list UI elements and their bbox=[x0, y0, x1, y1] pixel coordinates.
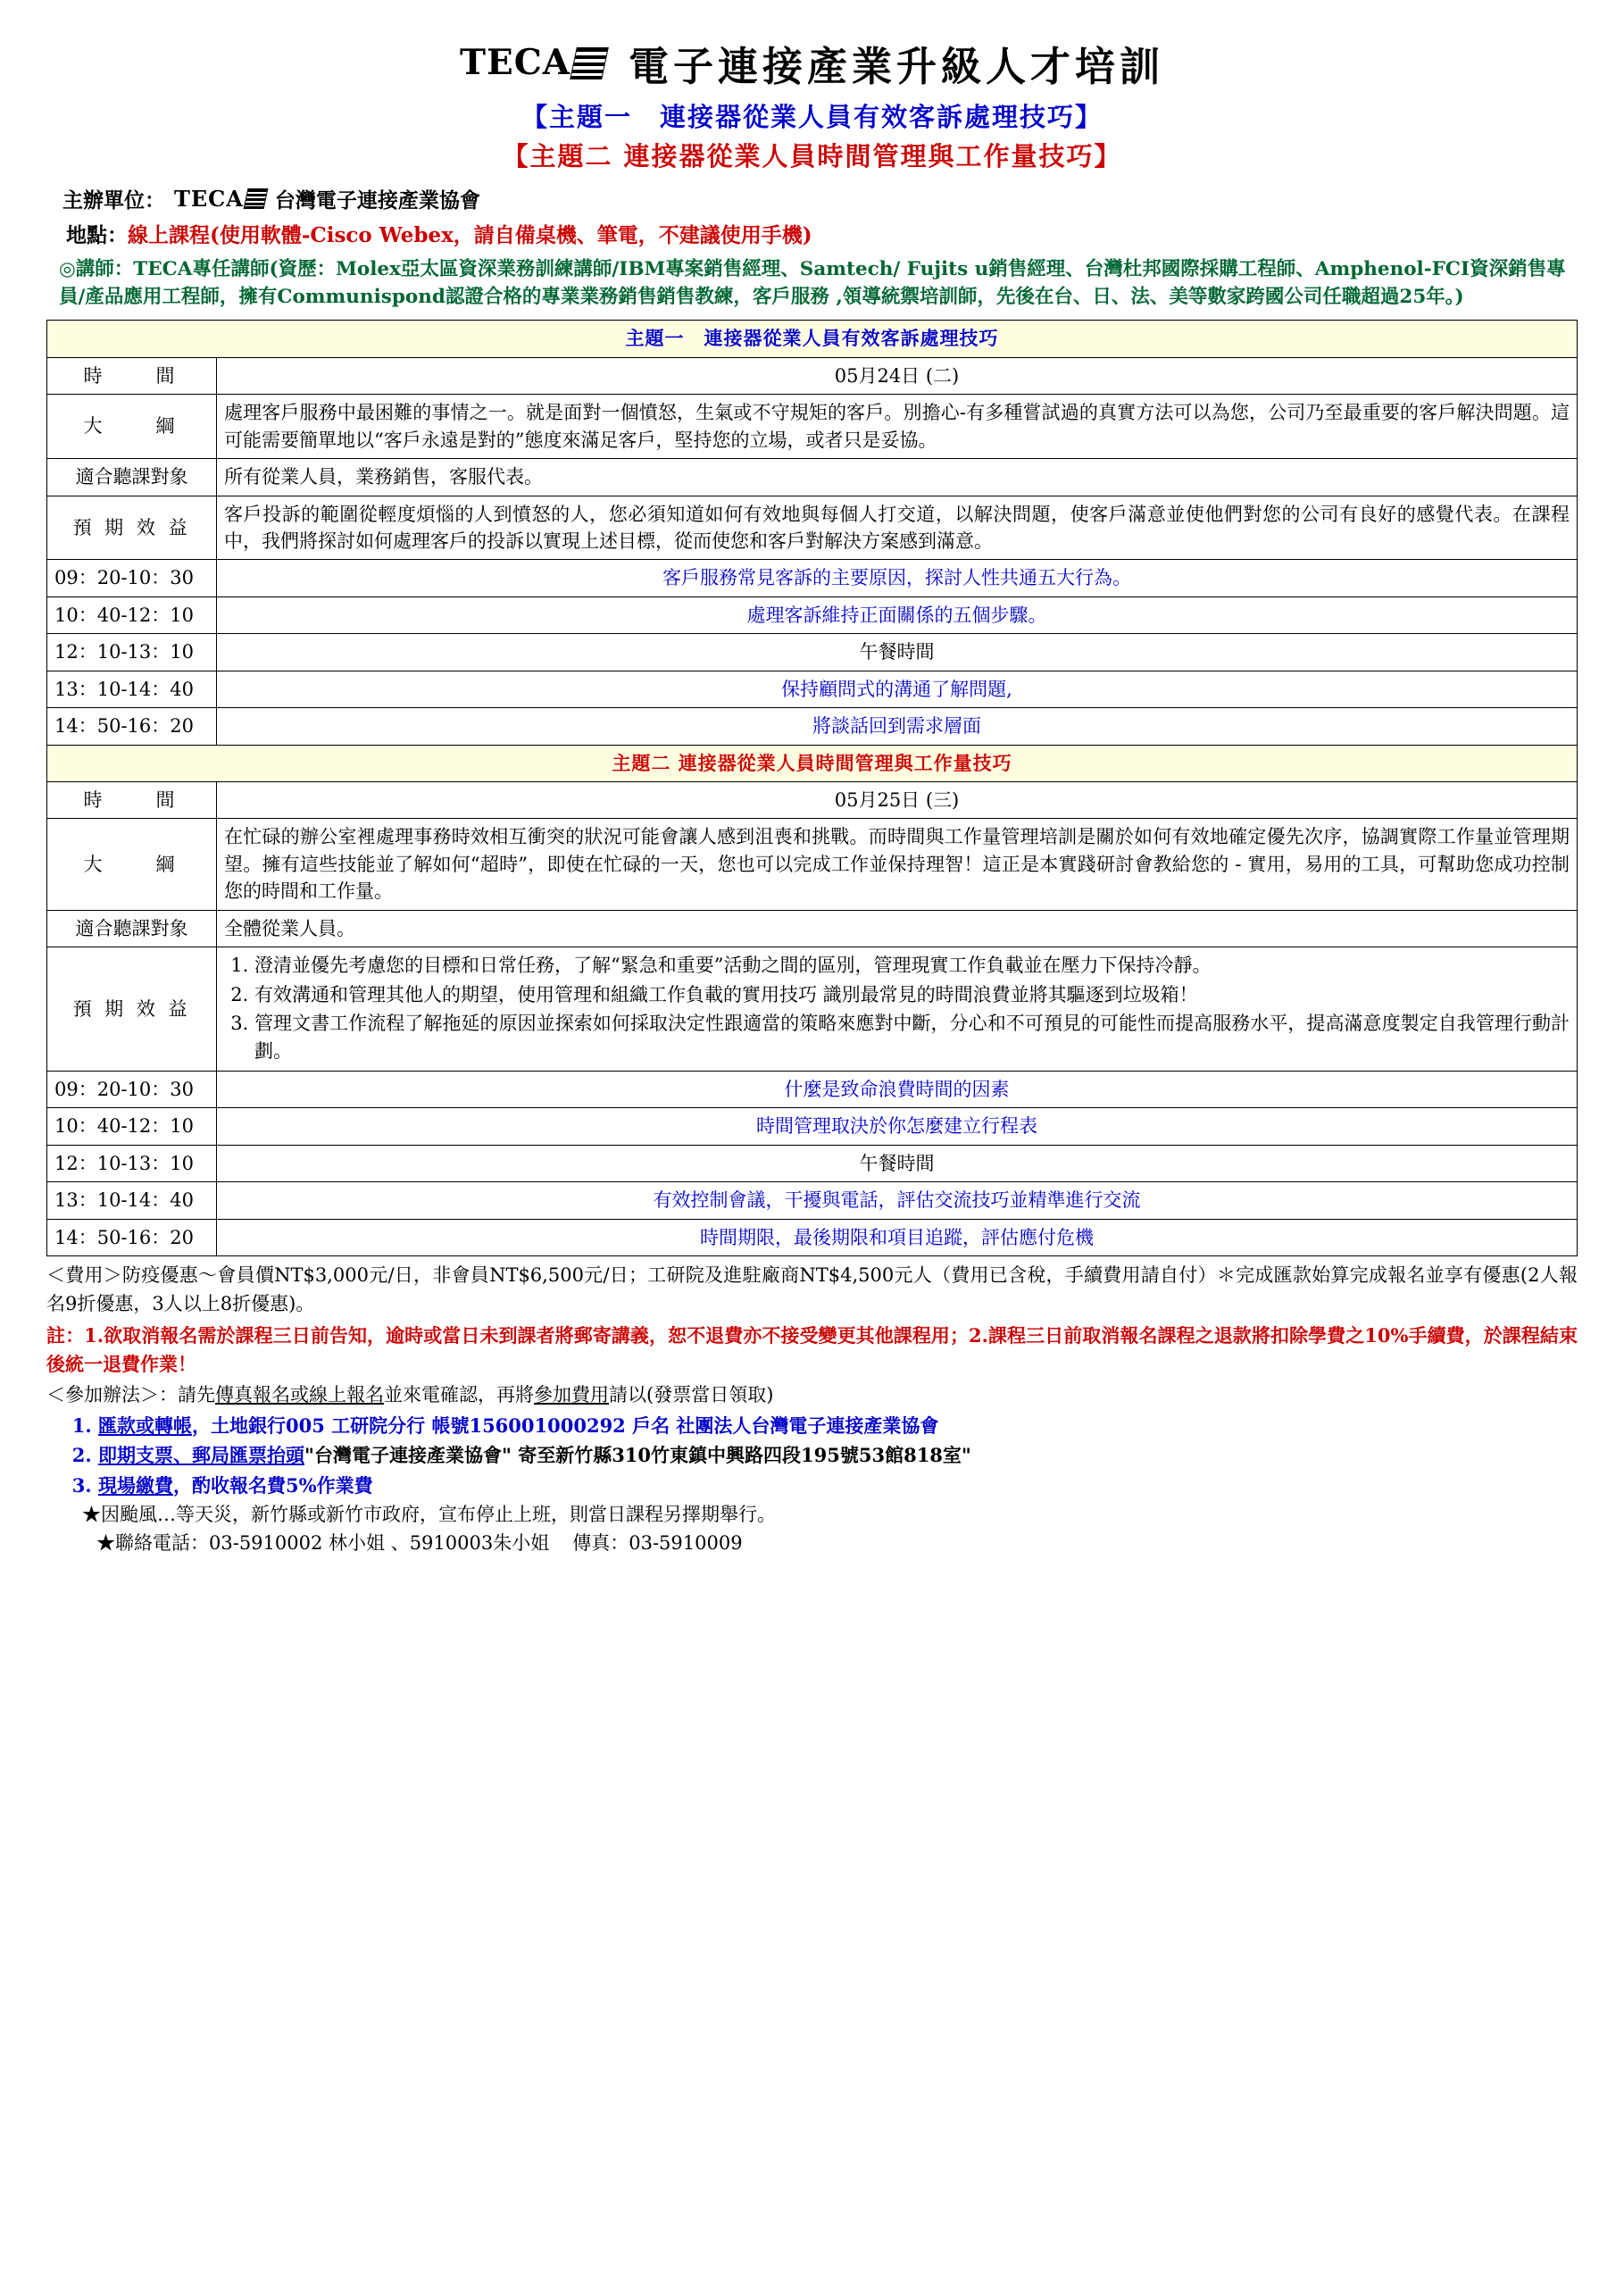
topic2-audience-row bbox=[47, 910, 1578, 947]
topic2-session-topic: 什麼是致命浪費時間的因素 bbox=[217, 1071, 1578, 1107]
place-line bbox=[66, 219, 1578, 248]
topic2-time-label: 時 間 bbox=[47, 782, 217, 819]
teca-logo-text: TECA bbox=[459, 42, 571, 83]
teca-logo-small-bars-icon bbox=[243, 188, 268, 209]
topic1-session-time: 14：50-16：20 bbox=[47, 708, 217, 745]
topic1-session-topic: 午餐時間 bbox=[217, 634, 1578, 671]
topic1-benefit-label: 預 期 效 益 bbox=[47, 496, 217, 560]
topic2-benefit-list-cell bbox=[217, 947, 1578, 1072]
table-row bbox=[47, 1219, 1578, 1255]
subtitle-topic-2: 【主題二 連接器從業人員時間管理與工作量技巧】 bbox=[502, 141, 1122, 171]
topic2-session-topic: 時間管理取決於你怎麼建立行程表 bbox=[217, 1108, 1578, 1145]
payment-method-name: 即期支票、郵局匯票抬頭 bbox=[98, 1444, 304, 1467]
topic2-benefit-row bbox=[47, 947, 1578, 1072]
contact-fax: 傳真：03-5910009 bbox=[572, 1531, 743, 1554]
join-suffix: 請以(發票當日領取) bbox=[609, 1384, 774, 1406]
topic2-benefit-label: 預 期 效 益 bbox=[47, 947, 217, 1072]
table-row bbox=[47, 671, 1578, 707]
table-row bbox=[47, 1108, 1578, 1145]
topic1-audience: 所有從業人員，業務銷售，客服代表。 bbox=[217, 459, 1578, 496]
topic2-session-topic: 有效控制會議，干擾與電話，評估交流技巧並精準進行交流 bbox=[217, 1182, 1578, 1219]
list-item bbox=[98, 1412, 1578, 1440]
organizer-name: 台灣電子連接產業協會 bbox=[274, 188, 480, 213]
join-mid: 並來電確認，再將 bbox=[384, 1384, 534, 1406]
organizer-label: 主辦單位： bbox=[62, 188, 165, 213]
list-item: 1. 澄清並優先考慮您的目標和日常任務，了解“緊急和重要”活動之間的區別，管理現實工作負載並在壓力下保持冷靜。 bbox=[254, 952, 1570, 979]
contact-phone: ★聯絡電話：03-5910002 林小姐 、5910003朱小姐 bbox=[96, 1531, 550, 1554]
table-row bbox=[47, 596, 1578, 633]
schedule-table bbox=[46, 320, 1578, 1256]
join-prefix: ＜參加辦法＞：請先 bbox=[46, 1384, 215, 1406]
cancellation-note: 註：1.欲取消報名需於課程三日前告知，逾時或當日未到課者將郵寄講義，恕不退費亦不接受變更其他課程用；2.課程三日前取消報名課程之退款將扣除學費之10%手續費，於課程結束後統一退費作業！ bbox=[46, 1324, 1578, 1375]
topic2-date: 05月25日 (三) bbox=[217, 782, 1578, 819]
topic1-banner-row bbox=[47, 321, 1578, 357]
topic1-audience-row bbox=[47, 459, 1578, 496]
list-item: 2. 有效溝通和管理其他人的期望，使用管理和組織工作負載的實用技巧 識別最常見的時間浪費並將其驅逐到垃圾箱！ bbox=[254, 981, 1570, 1008]
table-row bbox=[47, 1182, 1578, 1219]
table-row bbox=[47, 1145, 1578, 1181]
subtitle-topic-1: 【主題一 連接器從業人員有效客訴處理技巧】 bbox=[521, 102, 1103, 132]
table-row bbox=[47, 634, 1578, 671]
table-row bbox=[47, 1071, 1578, 1107]
organizer-line bbox=[62, 184, 1578, 213]
topic2-session-topic: 時間期限，最後期限和項目追蹤，評估應付危機 bbox=[217, 1219, 1578, 1255]
join-fee-label: 參加費用 bbox=[534, 1384, 609, 1406]
topic1-session-time: 09：20-10：30 bbox=[47, 560, 217, 596]
payment-method-detail: ，酌收報名費5%作業費 bbox=[173, 1473, 373, 1497]
lecturer-info: ◎講師：TECA專任講師(資歷：Molex亞太區資深業務訓練講師/IBM專案銷售經理、Samtech/ Fujits u銷售經理、台灣杜邦國際採購工程師、Amphenol-FCI資深銷售專員/產品應用工程師，擁有Communispond認證合格的專業業務銷售銷售教練，客戶服務 ,領導統禦培訓師，先後在台、日、法、美等數家跨國公司任職超過25年。) bbox=[59, 258, 1566, 309]
topic2-date-row bbox=[47, 782, 1578, 819]
table-row bbox=[47, 708, 1578, 745]
topic1-benefit: 客戶投訴的範圍從輕度煩惱的人到憤怒的人，您必須知道如何有效地與每個人打交道，以解決問題，使客戶滿意並使他們對您的公司有良好的感覺代表。在課程中，我們將探討如何處理客戶的投訴以實現上述目標，從而使您和客戶對解決方案感到滿意。 bbox=[217, 496, 1578, 560]
teca-logo-bars-icon bbox=[570, 47, 609, 79]
topic2-outline: 在忙碌的辦公室裡處理事務時效相互衝突的狀況可能會讓人感到沮喪和挑戰。而時間與工作量管理培訓是關於如何有效地確定優先次序，協調實際工作量並管理期望。擁有這些技能並了解如何“超時”，即使在忙碌的一天，您也可以完成工作並保持理智！這正是本實踐研討會教給您的 - 實用，易用的工具，可幫助您成功控制您的時間和工作量。 bbox=[217, 819, 1578, 910]
header-title-row bbox=[46, 34, 1578, 92]
page-title: 電子連接產業升級人才培訓 bbox=[629, 43, 1165, 90]
contact-line bbox=[96, 1530, 1578, 1558]
footer-section bbox=[46, 1262, 1578, 1557]
table-row bbox=[47, 560, 1578, 596]
topic2-session-time: 12：10-13：10 bbox=[47, 1145, 217, 1181]
topic1-session-time: 12：10-13：10 bbox=[47, 634, 217, 671]
topic2-session-time: 14：50-16：20 bbox=[47, 1219, 217, 1255]
topic1-outline-row bbox=[47, 395, 1578, 459]
place-label: 地點： bbox=[66, 223, 128, 247]
list-item bbox=[98, 1472, 1578, 1500]
topic2-session-time: 10：40-12：10 bbox=[47, 1108, 217, 1145]
topic2-audience-label: 適合聽課對象 bbox=[47, 910, 217, 947]
topic1-session-topic: 保持顧問式的溝通了解問題, bbox=[217, 671, 1578, 707]
payment-method-name: 現場繳費 bbox=[98, 1473, 173, 1497]
topic2-audience: 全體從業人員。 bbox=[217, 910, 1578, 947]
topic1-banner: 主題一 連接器從業人員有效客訴處理技巧 bbox=[47, 321, 1578, 357]
topic2-session-time: 13：10-14：40 bbox=[47, 1182, 217, 1219]
fee-info: ＜費用＞防疫優惠～會員價NT$3,000元/日，非會員NT$6,500元/日；工研院及進駐廠商NT$4,500元人（費用已含稅，手續費用請自付）＊完成匯款始算完成報名並享有優惠(2人報名9折優惠，3人以上8折優惠)。 bbox=[46, 1264, 1578, 1314]
topic2-banner: 主題二 連接器從業人員時間管理與工作量技巧 bbox=[47, 745, 1578, 781]
topic1-outline: 處理客戶服務中最困難的事情之一。就是面對一個憤怒，生氣或不守規矩的客戶。別擔心-有多種嘗試過的真實方法可以為您，公司乃至最重要的客戶解決問題。這可能需要簡單地以“客戶永遠是對的”態度來滿足客戶，堅持您的立場，或者只是妥協。 bbox=[217, 395, 1578, 459]
topic1-benefit-row bbox=[47, 496, 1578, 560]
payment-method-list bbox=[46, 1412, 1578, 1500]
topic2-session-time: 09：20-10：30 bbox=[47, 1071, 217, 1107]
topic1-outline-label: 大 綱 bbox=[47, 395, 217, 459]
place-value: 線上課程(使用軟體-Cisco Webex，請自備桌機、筆電，不建議使用手機) bbox=[128, 223, 812, 247]
topic1-session-topic: 處理客訴維持正面關係的五個步驟。 bbox=[217, 596, 1578, 633]
topic1-session-time: 13：10-14：40 bbox=[47, 671, 217, 707]
payment-method-detail: ，土地銀行005 工研院分行 帳號156001000292 戶名 社團法人台灣電子連接產業協會 bbox=[192, 1414, 939, 1437]
list-item: 3. 管理文書工作流程了解拖延的原因並探索如何採取決定性跟適當的策略來應對中斷，分心和不可預見的可能性而提高服務水平，提高滿意度製定自我管理行動計劃。 bbox=[254, 1010, 1570, 1064]
list-item bbox=[98, 1441, 1578, 1470]
typhoon-policy: ★因颱風…等天災，新竹縣或新竹市政府，宣布停止上班，則當日課程另擇期舉行。 bbox=[82, 1504, 776, 1526]
topic2-benefit-list bbox=[224, 952, 1570, 1064]
topic1-date: 05月24日 (二) bbox=[217, 357, 1578, 394]
join-method-line bbox=[46, 1381, 1578, 1410]
topic1-time-label: 時 間 bbox=[47, 357, 217, 394]
topic2-outline-label: 大 綱 bbox=[47, 819, 217, 910]
topic2-banner-row bbox=[47, 745, 1578, 781]
topic2-outline-row bbox=[47, 819, 1578, 910]
topic1-date-row bbox=[47, 357, 1578, 394]
topic1-session-time: 10：40-12：10 bbox=[47, 596, 217, 633]
topic1-audience-label: 適合聽課對象 bbox=[47, 459, 217, 496]
teca-logo-small-text: TECA bbox=[174, 185, 244, 212]
payment-method-name: 匯款或轉帳 bbox=[98, 1414, 192, 1437]
teca-logo-small bbox=[174, 185, 266, 212]
payment-method-detail: "台灣電子連接產業協會" 寄至新竹縣310竹東鎮中興路四段195號53館818室" bbox=[304, 1444, 971, 1467]
join-link-registration[interactable]: 傳真報名或線上報名 bbox=[215, 1384, 384, 1406]
teca-logo bbox=[459, 42, 605, 83]
topic1-session-topic: 將談話回到需求層面 bbox=[217, 708, 1578, 745]
topic2-session-topic: 午餐時間 bbox=[217, 1145, 1578, 1181]
topic1-session-topic: 客戶服務常見客訴的主要原因，探討人性共通五大行為。 bbox=[217, 560, 1578, 596]
